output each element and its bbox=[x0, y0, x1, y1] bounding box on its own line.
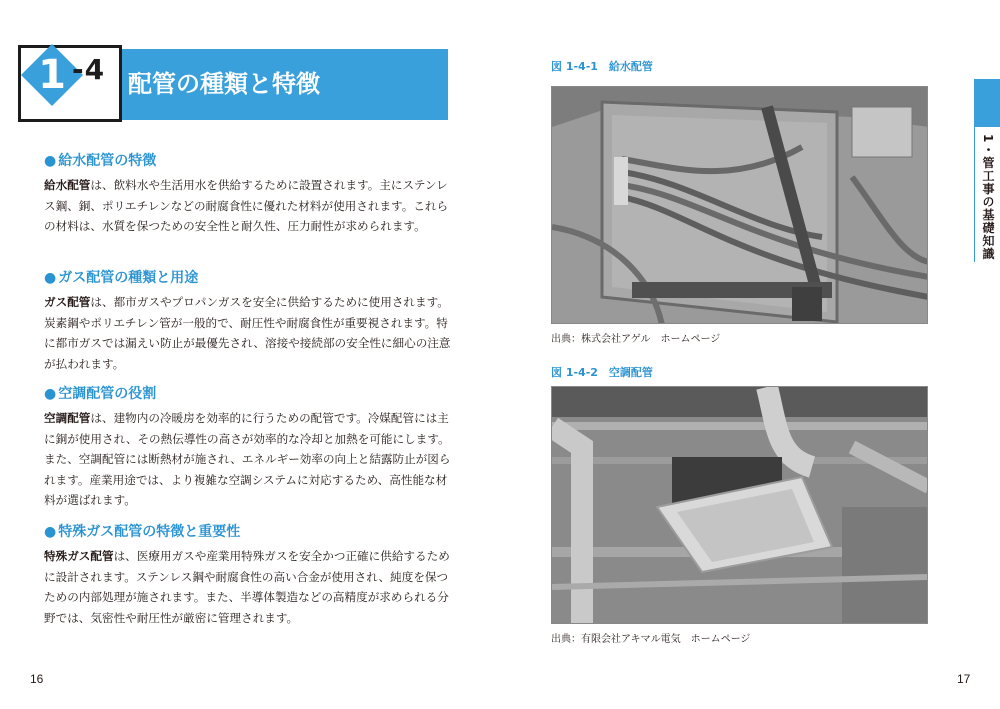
section-number: -4 bbox=[72, 53, 106, 86]
chapter-tab bbox=[974, 79, 1000, 127]
water-pipe-illustration bbox=[552, 87, 928, 324]
section-body: 空調配管は、建物内の冷暖房を効率的に行うための配管です。冷媒配管には主に銅が使用され、その熱伝導性の高さが効率的な冷却と加熱を可能にします。また、空調配管には断熱材が施され、エネルギー効率の向上と結露防止が図られます。産業用途では、より複雑な空調システムに対応するため、高性能な材料が選ばれます。 bbox=[44, 411, 451, 507]
section-heading: ● ガス配管の種類と用途 bbox=[44, 270, 199, 286]
key-term: 給水配管 bbox=[44, 178, 91, 192]
section-heading: ● 給水配管の特徴 bbox=[44, 153, 157, 169]
section-body: 特殊ガス配管は、医療用ガスや産業用特殊ガスを安全かつ正確に供給するために設計されます。ステンレス鋼や耐腐食性の高い合金が使用され、純度を保つための内部処理が施されます。また、半導体製造などの高精度が求められる分野では、気密性や耐圧性が厳密に管理されます。 bbox=[44, 549, 450, 625]
section-heading: ● 空調配管の役割 bbox=[44, 386, 157, 402]
hvac-illustration bbox=[552, 387, 928, 624]
hvac-pipe-photo bbox=[551, 386, 928, 624]
chapter-tab-label: 1・管工事の基礎知識 bbox=[981, 134, 995, 261]
water-pipe-photo bbox=[551, 86, 928, 324]
bullet-icon: ● bbox=[44, 270, 57, 286]
chapter-tab-line bbox=[974, 127, 975, 262]
bullet-icon: ● bbox=[44, 524, 57, 540]
figure-caption: 出典：株式会社アゲル ホームページ bbox=[551, 334, 721, 345]
section-body: ガス配管は、都市ガスやプロパンガスを安全に供給するために使用されます。炭素鋼やポリエチレン管が一般的で、耐圧性や耐腐食性が重要視されます。特に都市ガスでは漏えい防止が最優先され、溶接や接続部の安全性に細心の注意が払われます。 bbox=[44, 295, 451, 371]
bullet-icon: ● bbox=[44, 153, 57, 169]
page-title: 配管の種類と特徴 bbox=[128, 70, 320, 98]
key-term: 空調配管 bbox=[44, 411, 91, 425]
bullet-icon: ● bbox=[44, 386, 57, 402]
figure-caption: 出典：有限会社アキマル電気 ホームページ bbox=[551, 634, 751, 645]
figure-label: 図 1-4-1 給水配管 bbox=[551, 60, 653, 73]
section-body: 給水配管は、飲料水や生活用水を供給するために設置されます。主にステンレス鋼、銅、ポリエチレンなどの耐腐食性に優れた材料が使用されます。これらの材料は、水質を保つための安全性と耐久性、圧力耐性が求められます。 bbox=[44, 178, 449, 233]
section-hvac bbox=[44, 384, 452, 511]
page-number-left: 16 bbox=[30, 672, 44, 686]
key-term: ガス配管 bbox=[44, 295, 91, 309]
chapter-number: 1 bbox=[38, 52, 66, 98]
figure-label: 図 1-4-2 空調配管 bbox=[551, 366, 653, 379]
section-heading: ● 特殊ガス配管の特徴と重要性 bbox=[44, 524, 241, 540]
section-water-supply bbox=[44, 151, 452, 237]
section-gas bbox=[44, 268, 452, 374]
key-term: 特殊ガス配管 bbox=[44, 549, 114, 563]
page-number-right: 17 bbox=[957, 672, 971, 686]
section-special-gas bbox=[44, 522, 452, 628]
